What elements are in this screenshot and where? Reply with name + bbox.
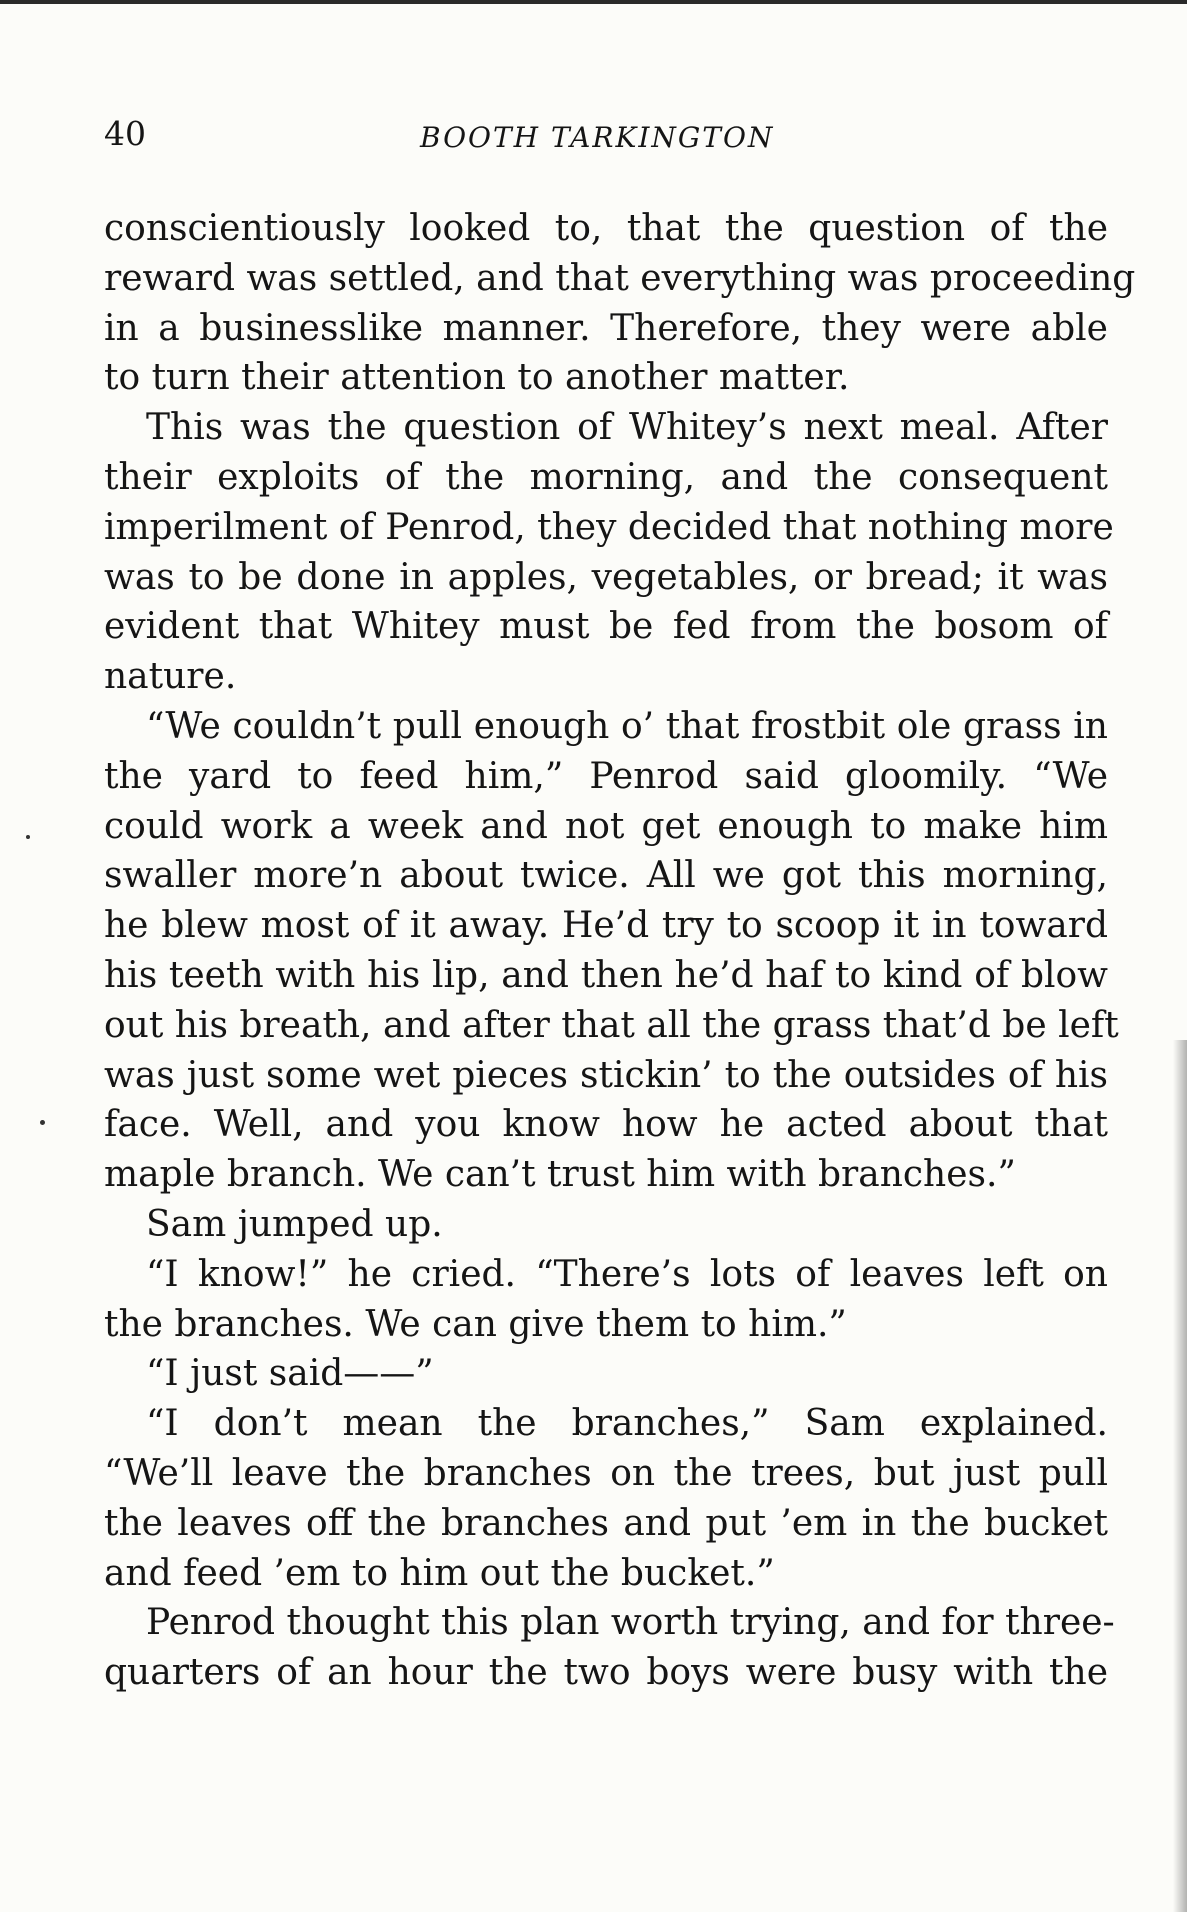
text-line: reward was settled, and that everything was proceeding xyxy=(104,257,1136,299)
text-line: his teeth with his lip, and then he’d haf to kind of blow xyxy=(104,954,1108,996)
text-line: the branches. We can give them to him.” xyxy=(104,1303,847,1345)
page-number: 40 xyxy=(104,114,146,153)
text-line: evident that Whitey must be fed from the bosom of xyxy=(104,606,1108,648)
paragraph xyxy=(104,1200,1108,1250)
scan-top-border xyxy=(0,0,1187,4)
text-line: the leaves off the branches and put ’em in the bucket xyxy=(104,1502,1108,1544)
text-line: to turn their attention to another matter. xyxy=(104,357,850,399)
running-head: BOOTH TARKINGTON xyxy=(420,121,775,154)
text-line: swaller more’n about twice. All we got this morning, xyxy=(104,855,1108,897)
text-line: he blew most of it away. He’d try to scoop it in toward xyxy=(104,905,1108,947)
text-line: This was the question of Whitey’s next meal. After xyxy=(146,407,1108,449)
text-line: and feed ’em to him out the bucket.” xyxy=(104,1552,775,1594)
paragraph xyxy=(104,403,1114,702)
text-line: quarters of an hour the two boys were busy with the xyxy=(104,1652,1108,1694)
text-line: “We couldn’t pull enough o’ that frostbit ole grass in xyxy=(146,705,1108,747)
text-line: Sam jumped up. xyxy=(146,1203,443,1245)
paragraph xyxy=(104,1349,1108,1399)
text-line: was to be done in apples, vegetables, or bread; it was xyxy=(104,556,1108,598)
text-line: “I know!” he cried. “There’s lots of leaves left on xyxy=(146,1253,1108,1295)
text-line: face. Well, and you know how he acted about that xyxy=(104,1104,1108,1146)
text-line: “We’ll leave the branches on the trees, but just pull xyxy=(104,1452,1108,1494)
text-line: “I just said——” xyxy=(146,1353,434,1395)
text-line: “I don’t mean the branches,” Sam explained. xyxy=(146,1403,1108,1445)
scan-speck xyxy=(26,835,30,839)
paragraph xyxy=(104,1598,1115,1698)
text-line: the yard to feed him,” Penrod said gloomily. “We xyxy=(104,755,1108,797)
paragraph xyxy=(104,1399,1108,1598)
scan-speck xyxy=(40,1120,45,1125)
text-line: maple branch. We can’t trust him with branches.” xyxy=(104,1154,1016,1196)
paragraph xyxy=(104,1250,1108,1350)
body-text xyxy=(104,204,1136,1698)
scan-edge-shadow xyxy=(1173,1040,1187,1912)
text-line: Penrod thought this plan worth trying, and for three- xyxy=(146,1602,1115,1644)
text-line: in a businesslike manner. Therefore, they were able xyxy=(104,307,1108,349)
text-line: their exploits of the morning, and the consequent xyxy=(104,456,1108,498)
text-line: conscientiously looked to, that the question of the xyxy=(104,208,1108,249)
text-line: out his breath, and after that all the grass that’d be left xyxy=(104,1004,1119,1046)
text-line: imperilment of Penrod, they decided that nothing more xyxy=(104,506,1114,548)
paragraph xyxy=(104,204,1136,403)
text-line: nature. xyxy=(104,656,237,698)
text-line: was just some wet pieces stickin’ to the outsides of his xyxy=(104,1054,1108,1096)
text-line: could work a week and not get enough to make him xyxy=(104,805,1108,847)
paragraph xyxy=(104,702,1119,1200)
